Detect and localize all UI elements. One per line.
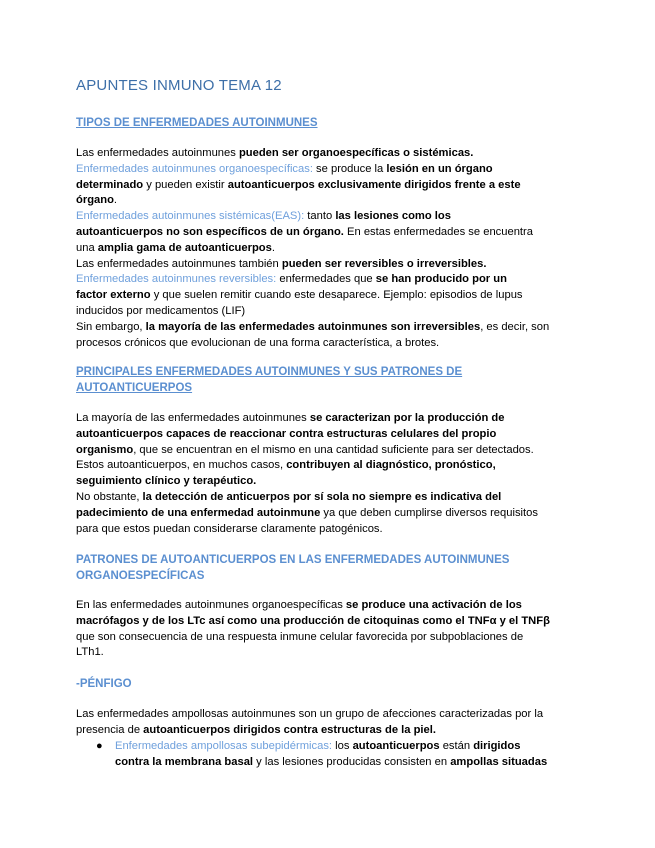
section-heading-tipos: TIPOS DE ENFERMEDADES AUTOINMUNES <box>76 117 318 129</box>
section-tipos-body: Las enfermedades autoinmunes pueden ser organoespecíficas o sistémicas. Enfermedades autoinmunes organoespecíficas: se produce la lesión en un órgano determinado y pueden existir autoanticuerpos exclusivamente dirigidos frente a este órgano. Enfermedades autoinmunes sistémicas(EAS): tanto las lesiones como los autoanticuerpos no son específicos de un órgano. En estas enfermedades se encuentra una amplia gama de autoanticuerpos. Las enfermedades autoinmunes también pueden ser reversibles o irreversibles. Enfermedades autoinmunes reversibles: enfermedades que se han producido por un factor externo y que suelen remitir cuando este desaparece. Ejemplo: episodios de lupus inducidos por medicamentos (LIF) Sin embargo, la mayoría de las enfermedades autoinmunes son irreversibles, es decir, son procesos crónicos que evolucionan de una forma característica, a brotes. <box>76 147 550 349</box>
bullet-item-subepidermicas: Enfermedades ampollosas subepidérmicas: los autoanticuerpos están dirigidos contra la membrana basal y las lesiones producidas consisten en ampollas situadas <box>115 740 548 768</box>
section-heading-principales: PRINCIPALES ENFERMEDADES AUTOINMUNES Y SUS PATRONES DE AUTOANTICUERPOS <box>76 366 463 394</box>
section-heading-penfigo: -PÉNFIGO <box>76 678 132 690</box>
section-heading-patrones: PATRONES DE AUTOANTICUERPOS EN LAS ENFERMEDADES AUTOINMUNES ORGANOESPECÍFICAS <box>76 554 510 582</box>
section-principales-body: La mayoría de las enfermedades autoinmunes se caracterizan por la producción de autoanticuerpos capaces de reaccionar contra estructuras celulares del propio organismo, que se encuentran en el mismo en una cantidad suficiente para ser detectados. Estos autoanticuerpos, en muchos casos, contribuyen al diagnóstico, pronóstico, seguimiento clínico y terapéutico. No obstante, la detección de anticuerpos por sí sola no siempre es indicativa del padecimiento de una enfermedad autoinmune ya que deben cumplirse diversos requisitos para que estos puedan considerarse claramente patogénicos. <box>76 412 538 535</box>
section-penfigo-body: Las enfermedades ampollosas autoinmunes son un grupo de afecciones caracterizadas por la presencia de autoanticuerpos dirigidos contra estructuras de la piel. <box>76 708 544 736</box>
bullet-icon: ● <box>96 740 103 752</box>
section-patrones-body: En las enfermedades autoinmunes organoespecíficas se produce una activación de los macrófagos y de los LTc así como una producción de citoquinas como el TNFα y el TNFβ que son consecuencia de una respuesta inmune celular favorecida por subpoblaciones de LTh1. <box>76 599 550 659</box>
document-title: APUNTES INMUNO TEMA 12 <box>76 77 282 94</box>
